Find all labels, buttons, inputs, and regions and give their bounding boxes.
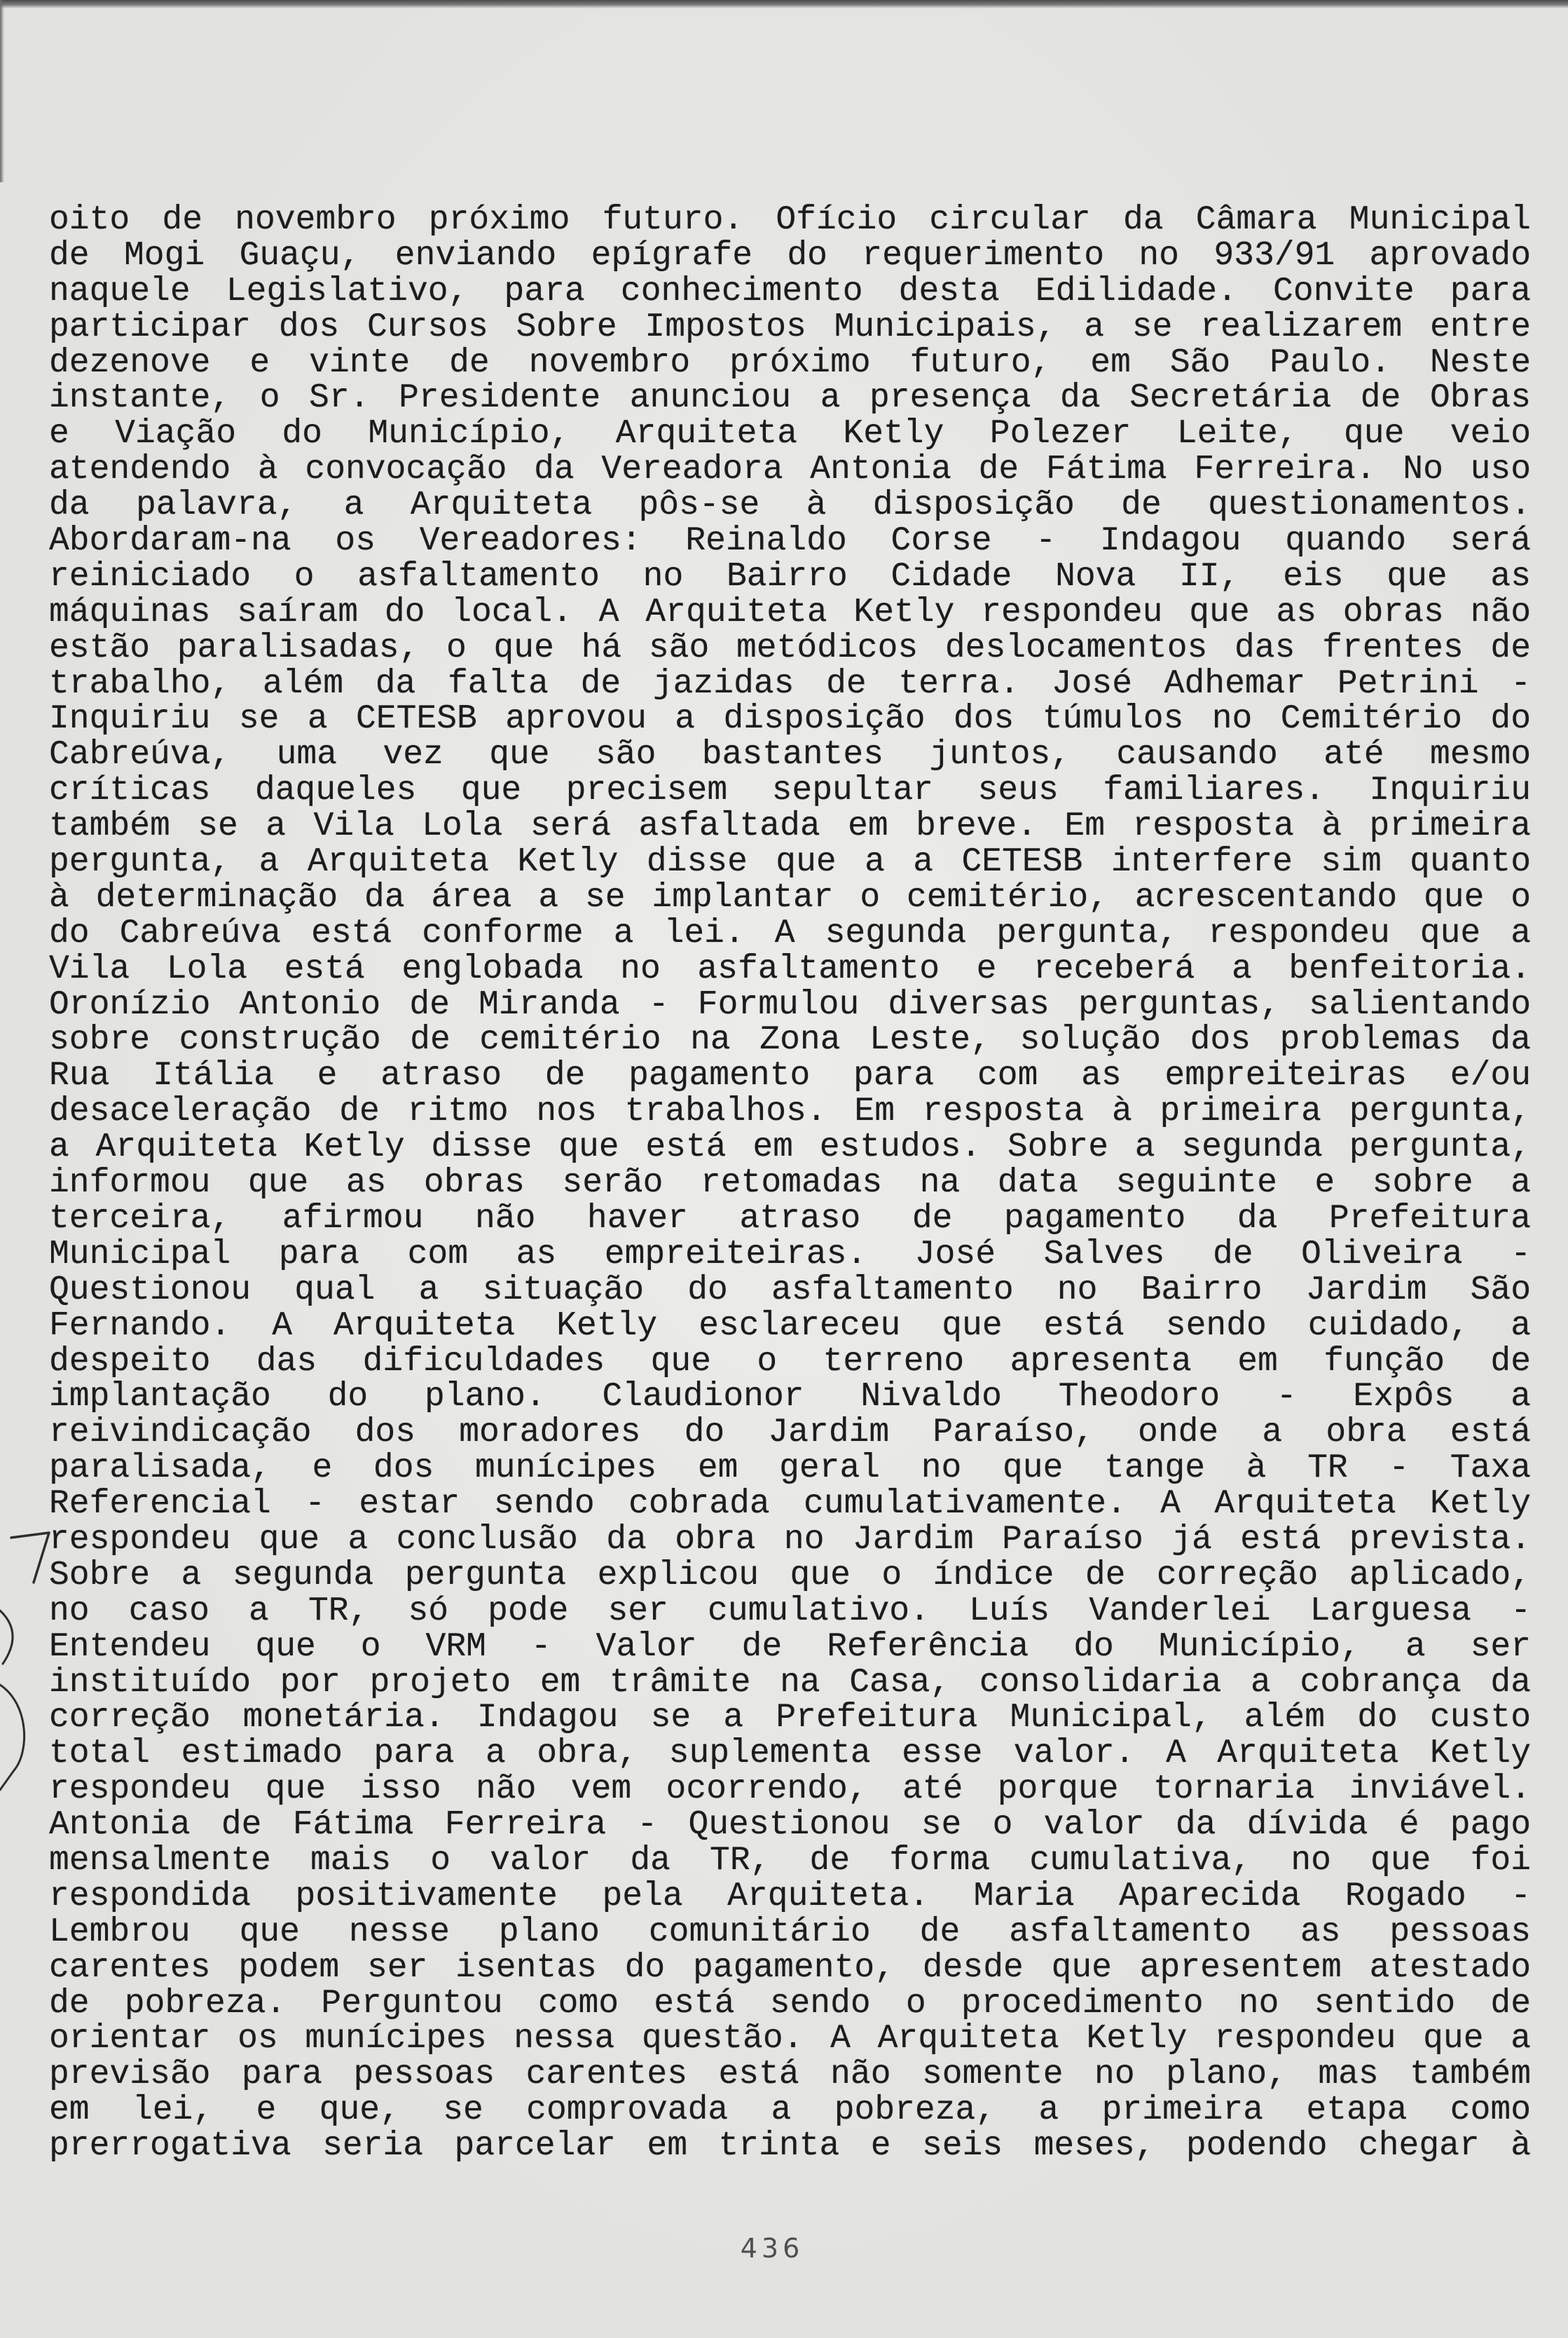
text-line: instituído por projeto em trâmite na Casa, consolidaria a cobrança da bbox=[49, 1664, 1531, 1701]
text-line: Oronízio Antonio de Miranda - Formulou diversas perguntas, salientando bbox=[49, 987, 1531, 1023]
text-line: despeito das dificuldades que o terreno apresenta em função de bbox=[49, 1344, 1531, 1380]
text-line: máquinas saíram do local. A Arquiteta Ketly respondeu que as obras não bbox=[49, 594, 1531, 631]
text-line: pergunta, a Arquiteta Ketly disse que a a CETESB interfere sim quanto bbox=[49, 845, 1531, 880]
text-line: Municipal para com as empreiteiras. José Salves de Oliveira - bbox=[49, 1236, 1531, 1273]
text-line: sobre construção de cemitério na Zona Leste, solução dos problemas da bbox=[49, 1023, 1531, 1059]
text-line: de Mogi Guaçu, enviando epígrafe do requerimento no 933/91 aprovado bbox=[49, 238, 1531, 274]
text-line: da palavra, a Arquiteta pôs-se à disposição de questionamentos. bbox=[49, 488, 1531, 524]
scan-edge-top bbox=[0, 0, 1568, 8]
text-line: mensalmente mais o valor da TR, de forma cumulativa, no que foi bbox=[49, 1843, 1531, 1879]
text-line: Fernando. A Arquiteta Ketly esclareceu que está sendo cuidado, a bbox=[49, 1308, 1531, 1344]
text-line: do Cabreúva está conforme a lei. A segunda pergunta, respondeu que a bbox=[49, 915, 1531, 952]
text-line: respondeu que isso não vem ocorrendo, até porque tornaria inviável. bbox=[49, 1772, 1531, 1808]
scan-edge-left bbox=[0, 0, 4, 182]
text-line: respondeu que a conclusão da obra no Jardim Paraíso já está prevista. bbox=[49, 1522, 1531, 1558]
text-line: e Viação do Município, Arquiteta Ketly Polezer Leite, que veio bbox=[49, 416, 1531, 453]
text-line: à determinação da área a se implantar o cemitério, acrescentando que o bbox=[49, 880, 1531, 916]
text-line: desaceleração de ritmo nos trabalhos. Em resposta à primeira pergunta, bbox=[49, 1094, 1531, 1130]
text-line: respondida positivamente pela Arquiteta. Maria Aparecida Rogado - bbox=[49, 1878, 1531, 1915]
text-line: previsão para pessoas carentes está não somente no plano, mas também bbox=[49, 2057, 1531, 2093]
text-line: Questionou qual a situação do asfaltamento no Bairro Jardim São bbox=[49, 1272, 1531, 1308]
text-line: carentes podem ser isentas do pagamento, desde que apresentem atestado bbox=[49, 1950, 1531, 1986]
document-body bbox=[49, 203, 1531, 2164]
text-line: reivindicação dos moradores do Jardim Paraíso, onde a obra está bbox=[49, 1415, 1531, 1451]
text-line: Entendeu que o VRM - Valor de Referência do Município, a ser bbox=[49, 1629, 1531, 1665]
text-line: Referencial - estar sendo cobrada cumulativamente. A Arquiteta Ketly bbox=[49, 1486, 1531, 1522]
text-line: Cabreúva, uma vez que são bastantes juntos, causando até mesmo bbox=[49, 737, 1531, 774]
text-line: em lei, e que, se comprovada a pobreza, a primeira etapa como bbox=[49, 2093, 1531, 2129]
text-line: orientar os munícipes nessa questão. A Arquiteta Ketly respondeu que a bbox=[49, 2021, 1531, 2058]
text-line: trabalho, além da falta de jazidas de terra. José Adhemar Petrini - bbox=[49, 666, 1531, 702]
text-line: Vila Lola está englobada no asfaltamento e receberá a benfeitoria. bbox=[49, 951, 1531, 987]
page-number: 436 bbox=[740, 2233, 804, 2264]
text-line: correção monetária. Indagou se a Prefeitura Municipal, além do custo bbox=[49, 1700, 1531, 1737]
text-line: no caso a TR, só pode ser cumulativo. Luís Vanderlei Larguesa - bbox=[49, 1593, 1531, 1629]
text-line: Inquiriu se a CETESB aprovou a disposição dos túmulos no Cemitério do bbox=[49, 702, 1531, 738]
text-line: estão paralisadas, o que há são metódicos deslocamentos das frentes de bbox=[49, 630, 1531, 666]
text-line: implantação do plano. Claudionor Nivaldo Theodoro - Expôs a bbox=[49, 1379, 1531, 1416]
text-line: total estimado para a obra, suplementa esse valor. A Arquiteta Ketly bbox=[49, 1736, 1531, 1772]
text-line: paralisada, e dos munícipes em geral no que tange à TR - Taxa bbox=[49, 1451, 1531, 1487]
text-line: Antonia de Fátima Ferreira - Questionou se o valor da dívida é pago bbox=[49, 1807, 1531, 1843]
text-line: dezenove e vinte de novembro próximo futuro, em São Paulo. Neste bbox=[49, 345, 1531, 381]
text-line: instante, o Sr. Presidente anunciou a presença da Secretária de Obras bbox=[49, 381, 1531, 417]
text-line: a Arquiteta Ketly disse que está em estudos. Sobre a segunda pergunta, bbox=[49, 1130, 1531, 1166]
text-line: Sobre a segunda pergunta explicou que o índice de correção aplicado, bbox=[49, 1557, 1531, 1594]
handwritten-margin-mark bbox=[0, 1521, 63, 1801]
text-line: oito de novembro próximo futuro. Ofício circular da Câmara Municipal bbox=[49, 203, 1531, 238]
text-line: participar dos Cursos Sobre Impostos Municipais, a se realizarem entre bbox=[49, 309, 1531, 346]
text-line: também se a Vila Lola será asfaltada em breve. Em resposta à primeira bbox=[49, 809, 1531, 845]
text-line: Lembrou que nesse plano comunitário de asfaltamento as pessoas bbox=[49, 1914, 1531, 1950]
text-line: críticas daqueles que precisem sepultar seus familiares. Inquiriu bbox=[49, 773, 1531, 809]
text-line: atendendo à convocação da Vereadora Antonia de Fátima Ferreira. No uso bbox=[49, 452, 1531, 488]
text-line: Abordaram-na os Vereadores: Reinaldo Corse - Indagou quando será bbox=[49, 524, 1531, 559]
text-line: reiniciado o asfaltamento no Bairro Cidade Nova II, eis que as bbox=[49, 559, 1531, 595]
text-line: prerrogativa seria parcelar em trinta e seis meses, podendo chegar à bbox=[49, 2128, 1531, 2164]
text-line: de pobreza. Perguntou como está sendo o procedimento no sentido de bbox=[49, 1985, 1531, 2022]
text-line: Rua Itália e atraso de pagamento para com as empreiteiras e/ou bbox=[49, 1058, 1531, 1095]
text-line: informou que as obras serão retomadas na data seguinte e sobre a bbox=[49, 1165, 1531, 1201]
text-line: naquele Legislativo, para conhecimento desta Edilidade. Convite para bbox=[49, 273, 1531, 310]
text-line: terceira, afirmou não haver atraso de pagamento da Prefeitura bbox=[49, 1201, 1531, 1237]
